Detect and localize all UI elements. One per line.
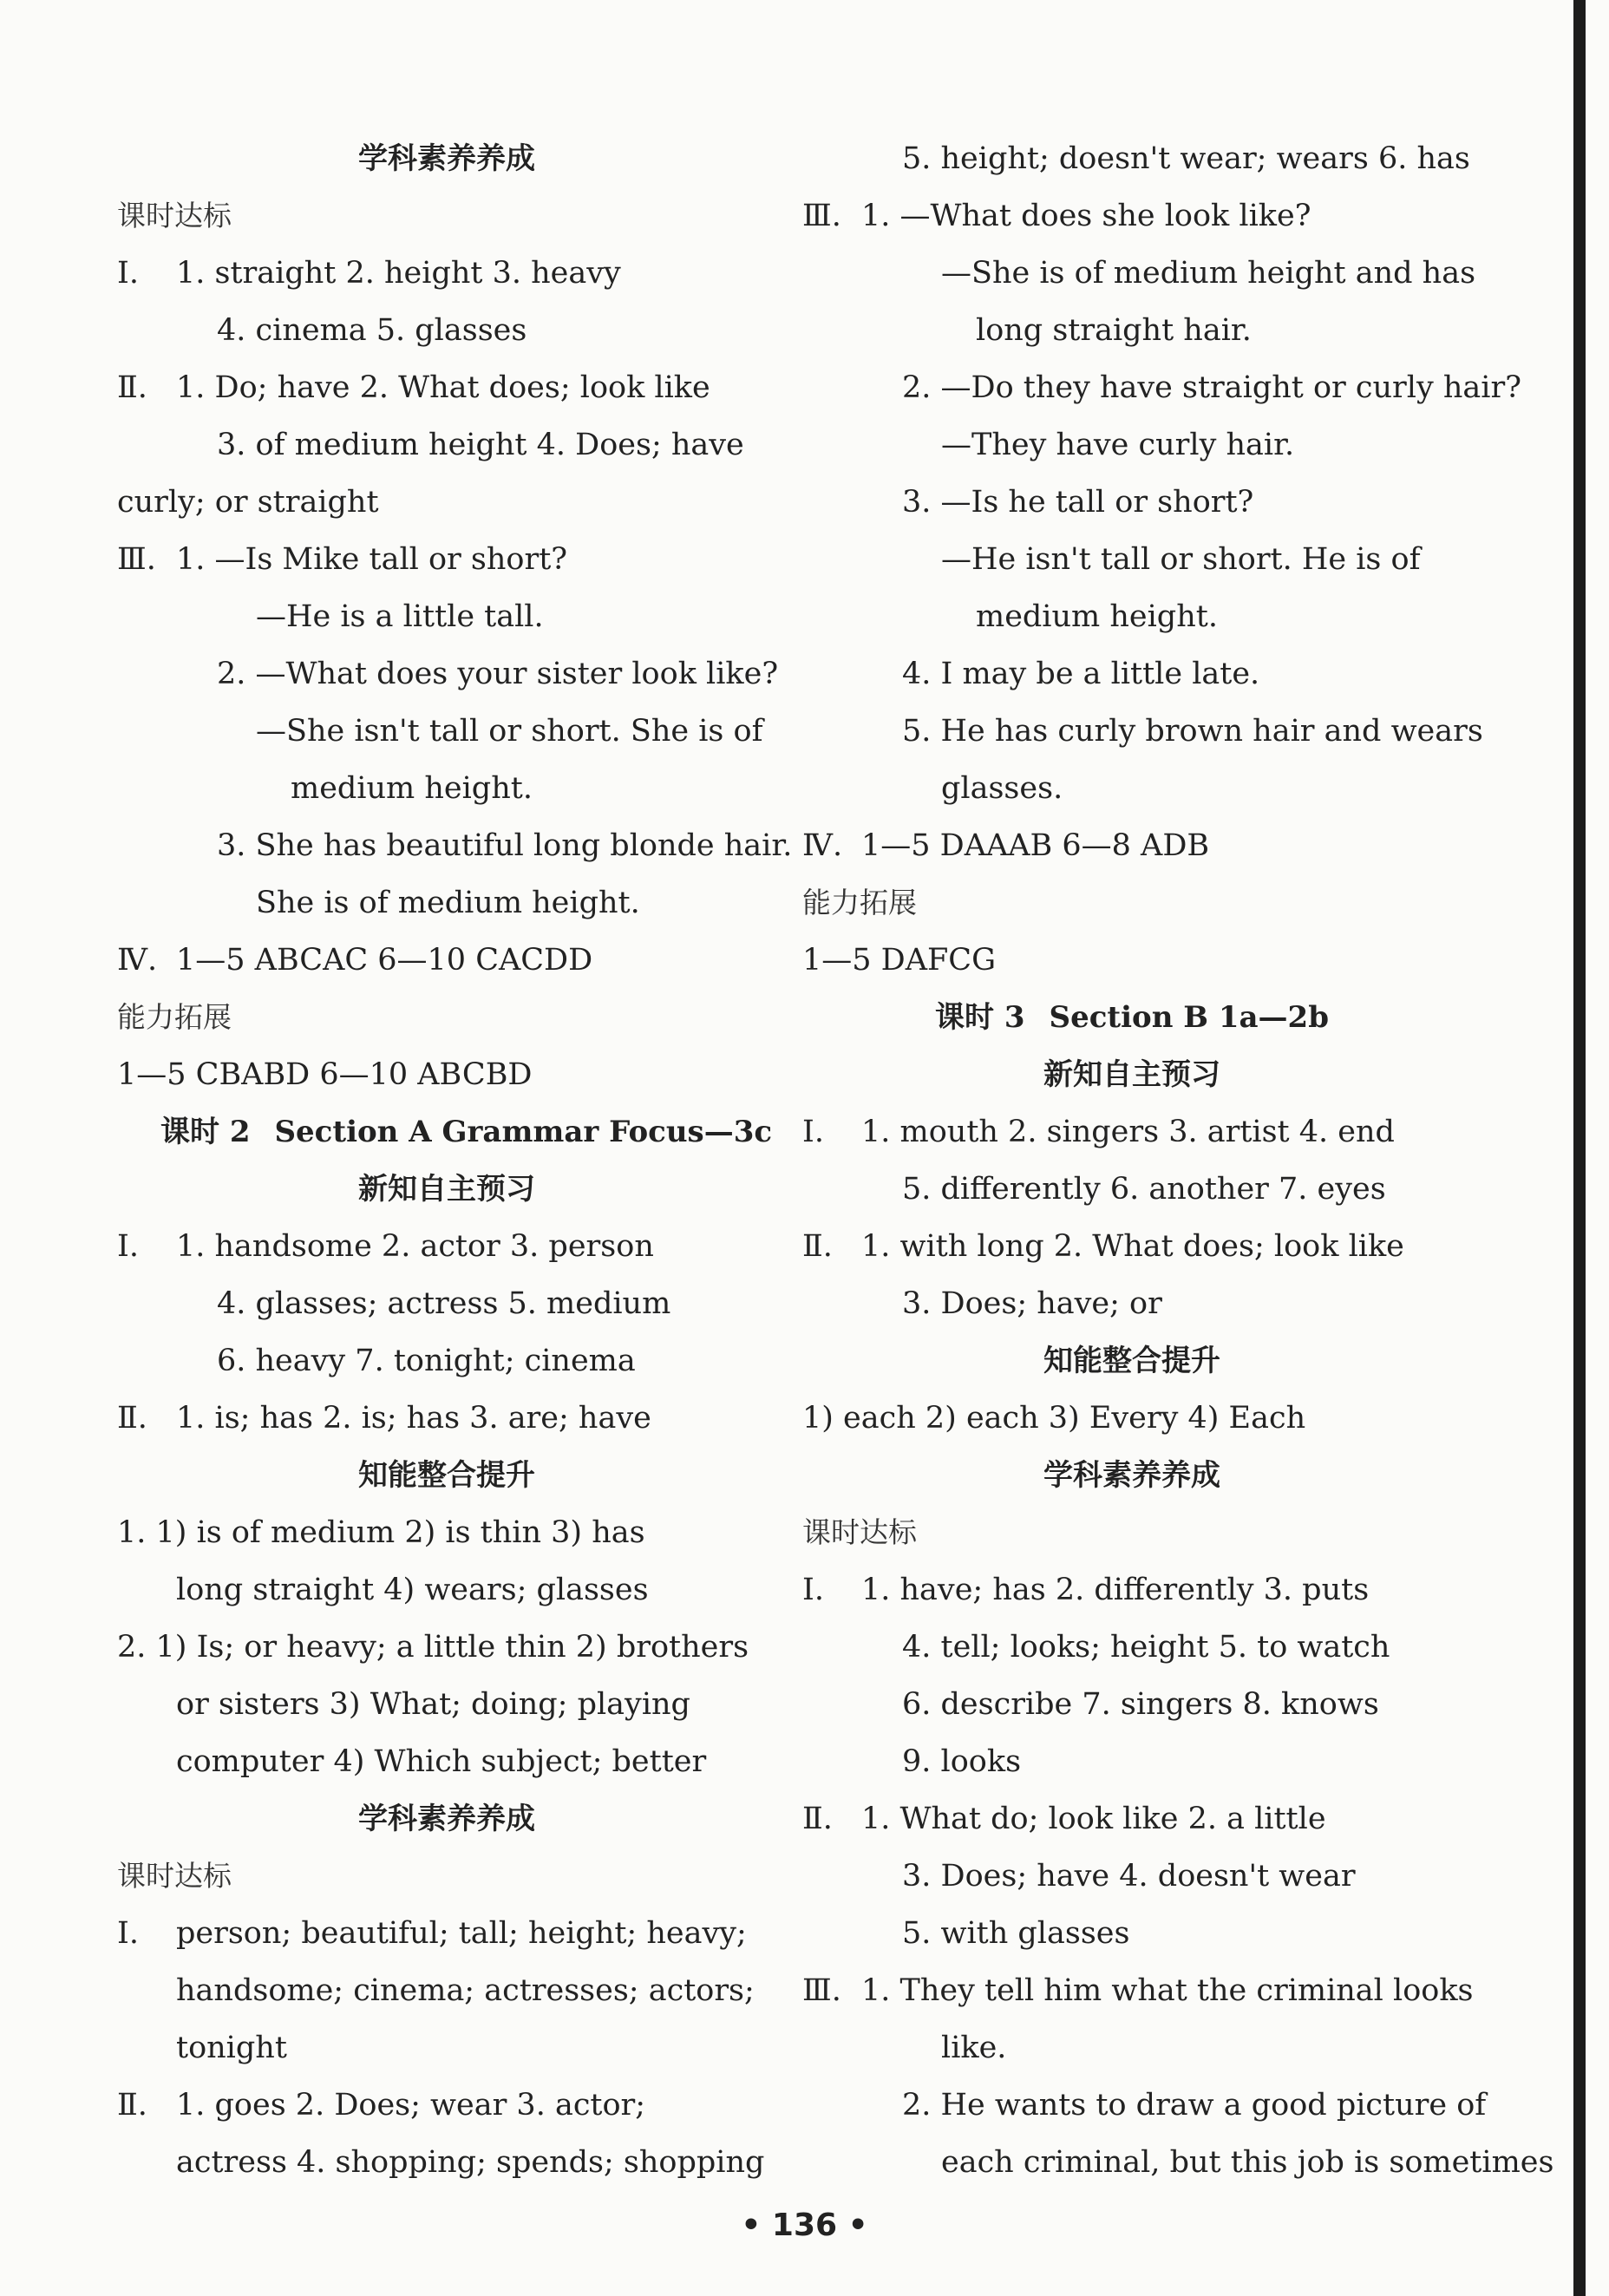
answer-text: person; beautiful; tall; height; heavy; [176,1916,747,1951]
lesson-heading [802,989,1462,1046]
answer-line: 2. —What does your sister look like? [217,657,779,691]
answer-text: 1. is; has 2. is; has 3. are; have [176,1401,651,1436]
lesson-heading [117,1103,776,1161]
answer-item [117,359,776,416]
answer-item [802,1790,1462,1848]
answer-line: —She is of medium height and has [941,256,1476,291]
roman-numeral: Ⅰ. [117,256,139,291]
answer-line: glasses. [941,771,1063,806]
answer-line: —They have curly hair. [941,428,1295,462]
answer-item [117,245,776,302]
answer-line: —He isn't tall or short. He is of [941,542,1421,577]
section-heading: 新知自主预习 [1043,1057,1220,1092]
lesson-title: Section A Grammar Focus—3c [274,1115,773,1149]
page-number: • 136 • [741,2208,868,2243]
answer-line: 2. —Do they have straight or curly hair? [902,370,1521,405]
answer-line: curly; or straight [117,485,379,520]
answer-text: 1. Do; have 2. What does; look like [176,370,710,405]
roman-numeral: Ⅱ. [802,1802,833,1836]
answer-line: 4. I may be a little late. [902,657,1260,691]
answer-line: 3. Does; have; or [902,1286,1162,1321]
right-edge-rule [1573,0,1586,2296]
answer-text: 1—5 ABCAC 6—10 CACDD [176,943,593,978]
answer-text: 1. mouth 2. singers 3. artist 4. end [861,1115,1395,1149]
lesson-number: 课时 2 [160,1115,251,1149]
answer-line: 4. tell; looks; height 5. to watch [902,1630,1390,1665]
section-heading: 学科素养养成 [358,1802,535,1836]
roman-numeral: Ⅰ. [802,1115,824,1149]
section-heading: 新知自主预习 [358,1172,535,1207]
answer-item [117,1390,776,1447]
answer-item [802,187,1462,245]
roman-numeral: Ⅱ. [117,2088,147,2123]
answer-item [802,1962,1474,2019]
roman-numeral: Ⅱ. [802,1229,833,1264]
answer-line: 2. 1) Is; or heavy; a little thin 2) brothers [117,1630,749,1665]
answer-line: like. [941,2031,1007,2065]
left-column [117,130,793,2191]
answer-line: medium height. [976,599,1218,634]
answer-item [802,1218,1462,1275]
answer-text: 1. with long 2. What does; look like [861,1229,1404,1264]
roman-numeral: Ⅲ. [117,542,156,577]
roman-numeral: Ⅲ. [802,199,841,233]
answer-text: 1. They tell him what the criminal looks [861,1973,1474,2008]
answer-line: handsome; cinema; actresses; actors; [176,1973,755,2008]
answer-line: 9. looks [902,1744,1022,1779]
roman-numeral: Ⅰ. [117,1229,139,1264]
answer-line: 2. He wants to draw a good picture of [902,2088,1487,2123]
answer-line: 4. glasses; actress 5. medium [217,1286,671,1321]
roman-numeral: Ⅱ. [117,370,147,405]
answer-line: She is of medium height. [256,886,640,920]
answer-item [802,817,1462,874]
answer-item [802,1103,1462,1161]
roman-numeral: Ⅰ. [117,1916,139,1951]
answer-line: 6. describe 7. singers 8. knows [902,1687,1379,1722]
answer-item [117,932,776,989]
subsection-label: 课时达标 [117,1859,232,1893]
answer-line: —She isn't tall or short. She is of [256,714,763,749]
answer-line: 3. She has beautiful long blonde hair. [217,828,793,863]
roman-numeral: Ⅳ. [802,828,843,863]
answer-text: 1. handsome 2. actor 3. person [176,1229,654,1264]
right-column [802,130,1554,2191]
section-heading: 知能整合提升 [358,1458,535,1493]
answer-line: 1) each 2) each 3) Every 4) Each [802,1401,1306,1436]
answer-line: 3. of medium height 4. Does; have [217,428,744,462]
answer-line: 5. He has curly brown hair and wears [902,714,1483,749]
answer-line: long straight hair. [976,313,1252,348]
section-heading: 学科素养养成 [1043,1458,1220,1493]
roman-numeral: Ⅰ. [802,1573,824,1607]
roman-numeral: Ⅳ. [117,943,158,978]
answer-line: 3. —Is he tall or short? [902,485,1254,520]
answer-line: or sisters 3) What; doing; playing [176,1687,690,1722]
answer-text: 1—5 DAAAB 6—8 ADB [861,828,1210,863]
answer-line: 1—5 DAFCG [802,943,997,978]
answer-line: 3. Does; have 4. doesn't wear [902,1859,1356,1894]
roman-numeral: Ⅲ. [802,1973,841,2008]
section-heading: 学科素养养成 [358,141,535,176]
answer-item [802,1561,1462,1619]
answer-text: 1. have; has 2. differently 3. puts [861,1573,1370,1607]
answer-line: 1. 1) is of medium 2) is thin 3) has [117,1515,645,1550]
answer-text: 1. —Is Mike tall or short? [176,542,568,577]
answer-line: medium height. [291,771,533,806]
answer-line: 5. height; doesn't wear; wears 6. has [902,141,1470,176]
answer-line: each criminal, but this job is sometimes [941,2145,1554,2180]
answer-line: 4. cinema 5. glasses [217,313,527,348]
answer-item [117,531,776,588]
subsection-label: 课时达标 [117,199,232,232]
answer-line: tonight [176,2031,287,2065]
answer-text: 1. straight 2. height 3. heavy [176,256,621,291]
answer-line: 5. differently 6. another 7. eyes [902,1172,1386,1207]
answer-text: 1. goes 2. Does; wear 3. actor; [176,2088,646,2123]
answer-line: computer 4) Which subject; better [176,1744,707,1779]
section-heading: 知能整合提升 [1043,1344,1220,1378]
answer-text: 1. What do; look like 2. a little [861,1802,1326,1836]
lesson-number: 课时 3 [935,1000,1025,1035]
answer-line: —He is a little tall. [256,599,544,634]
answer-line: 6. heavy 7. tonight; cinema [217,1344,636,1378]
lesson-title: Section B 1a—2b [1049,1000,1329,1035]
answer-item [117,2077,776,2134]
answer-text: 1. —What does she look like? [861,199,1311,233]
answer-line: 1—5 CBABD 6—10 ABCBD [117,1057,533,1092]
answer-item [117,1905,776,1962]
answer-line: long straight 4) wears; glasses [176,1573,649,1607]
roman-numeral: Ⅱ. [117,1401,147,1436]
answer-line: 5. with glasses [902,1916,1130,1951]
answer-line: actress 4. shopping; spends; shopping [176,2145,765,2180]
subsection-label: 能力拓展 [117,1000,232,1034]
answer-item [117,1218,776,1275]
subsection-label: 课时达标 [802,1515,917,1549]
subsection-label: 能力拓展 [802,886,917,919]
